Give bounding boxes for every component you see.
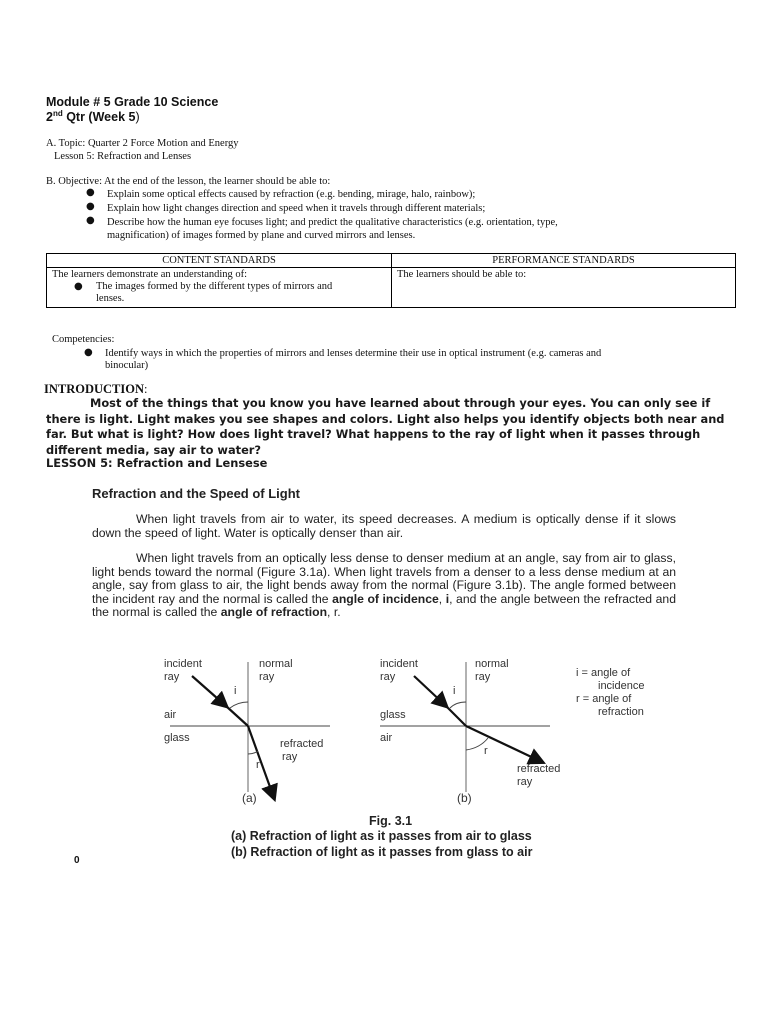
content-standards-cell — [47, 268, 392, 308]
bullet-icon: ● — [86, 215, 95, 226]
figure-paragraph-2 — [92, 552, 676, 620]
angle-r-arc-a — [248, 751, 258, 754]
bullet-icon: ● — [86, 187, 95, 198]
content-standards-header: CONTENT STANDARDS — [47, 254, 392, 268]
incident-ray-b-2 — [446, 706, 466, 726]
incident-ray-a-2 — [226, 706, 248, 726]
content-item-line: The images formed by the different types of mirrors and — [96, 281, 333, 292]
i-label-a: i — [234, 685, 237, 697]
legend-r: r = angle of — [576, 693, 632, 705]
content-item-line: lenses. — [96, 293, 125, 304]
introduction-heading — [44, 382, 148, 397]
incident-label-a: incident ray — [164, 658, 202, 683]
bullet-icon: ● — [74, 281, 83, 292]
para2-text: , — [438, 591, 446, 606]
introduction-text — [46, 396, 746, 458]
refracted-ray-a — [248, 726, 274, 798]
quarter-rest: Qtr (Week 5 — [62, 110, 136, 125]
incident-label-b: incident ray — [380, 658, 418, 683]
angle-of-refraction-term: angle of refraction — [220, 605, 328, 619]
introduction-colon: : — [144, 382, 148, 396]
legend-i: i = angle of — [576, 667, 631, 679]
refracted-ray-b — [466, 726, 542, 762]
page-number: 0 — [74, 855, 80, 866]
figure-caption-a: (a) Refraction of light as it passes from air to glass — [231, 829, 532, 843]
legend-r-2: refraction — [598, 706, 644, 718]
lesson-line: Lesson 5: Refraction and Lenses — [54, 151, 192, 162]
topic-line: A. Topic: Quarter 2 Force Motion and Energy — [46, 138, 239, 149]
legend-i-2: incidence — [598, 680, 645, 692]
air-label-a: air — [164, 709, 177, 721]
normal-label-a: normal ray — [259, 658, 293, 683]
para2-text: , r. — [327, 605, 341, 619]
para2-text: When light travels from an optically less dense to denser medium at an angle, say from air to glass, light bends toward the normal (Figure 3.1a). When light travels from a denser to a less dense medium at an angle, say from glass to air, the light bends away from the normal (Figure 3.1b). The angle formed between the incident ray and the normal is called the — [92, 551, 676, 606]
performance-standards-intro: The learners should be able to: — [397, 269, 527, 280]
angle-i-arc-a — [230, 702, 248, 708]
standards-table — [46, 253, 736, 308]
lesson-heading: LESSON 5: Refraction and Lensese — [46, 456, 268, 470]
refracted-label-b: refracted ray — [517, 763, 561, 788]
glass-label-a: glass — [164, 732, 190, 744]
competencies-label: Competencies: — [52, 334, 115, 345]
incident-ray-b — [414, 676, 446, 706]
bullet-icon: ● — [84, 347, 93, 358]
i-label-b: i — [453, 685, 456, 697]
introduction-label: INTRODUCTION — [44, 382, 145, 396]
objective-item: Explain some optical effects caused by refraction (e.g. bending, mirage, halo, rainbow); — [107, 189, 476, 200]
performance-standards-header: PERFORMANCE STANDARDS — [392, 254, 736, 268]
objective-item: Explain how light changes direction and speed when it travels through different materials; — [107, 203, 486, 214]
air-label-b: air — [380, 732, 393, 744]
competency-item-continued: binocular) — [105, 360, 149, 371]
normal-label-b: normal ray — [475, 658, 509, 683]
introduction-body: Most of the things that you know you have learned about through your eyes. You can only see if there is light. Light makes you see shapes and colors. Light also helps you identify objects both near and far. But what is light? How does light travel? What happens to the ray of light when it passes through different media, say air to water? — [46, 396, 725, 457]
glass-label-b: glass — [380, 709, 406, 721]
r-label-a: r — [256, 759, 260, 771]
content-standards-intro: The learners demonstrate an understanding of: — [52, 269, 248, 280]
refracted-label-a: refracted ray — [280, 738, 324, 763]
objective-intro: B. Objective: At the end of the lesson, the learner should be able to: — [46, 176, 331, 187]
quarter-close: ) — [135, 110, 140, 125]
content-standards-item — [52, 281, 386, 305]
module-title: Module # 5 Grade 10 Science — [46, 95, 219, 109]
objective-item-continued: magnification) of images formed by plane and curved mirrors and lenses. — [107, 230, 416, 241]
para2-text: , and the angle between the refracted and the normal is called the — [92, 591, 676, 619]
figure-caption-title: Fig. 3.1 — [369, 814, 413, 828]
r-label-b: r — [484, 745, 488, 757]
competency-item: Identify ways in which the properties of mirrors and lenses determine their use in optical instrument (e.g. cameras and — [105, 348, 602, 359]
figure-title: Refraction and the Speed of Light — [92, 486, 301, 501]
figure-caption-b: (b) Refraction of light as it passes from glass to air — [231, 845, 533, 859]
quarter-title — [46, 109, 140, 124]
objective-item: Describe how the human eye focuses light; and predict the qualitative characteristics (e.g. orientation, type, — [107, 217, 558, 228]
diagram-b-tag: (b) — [457, 791, 472, 805]
figure-paragraph-1: When light travels from air to water, its speed decreases. A medium is optically dense if it slows down the speed of light. Water is optically denser than air. — [92, 512, 676, 540]
diagram-a-tag: (a) — [242, 791, 257, 805]
quarter-ordinal: nd — [52, 109, 63, 118]
quarter-number: 2 — [46, 110, 53, 125]
angle-i-arc-b — [450, 702, 466, 708]
bullet-icon: ● — [86, 201, 95, 212]
i-symbol: i — [445, 591, 450, 606]
angle-of-incidence-term: angle of incidence — [332, 591, 439, 606]
performance-standards-cell — [392, 268, 736, 308]
